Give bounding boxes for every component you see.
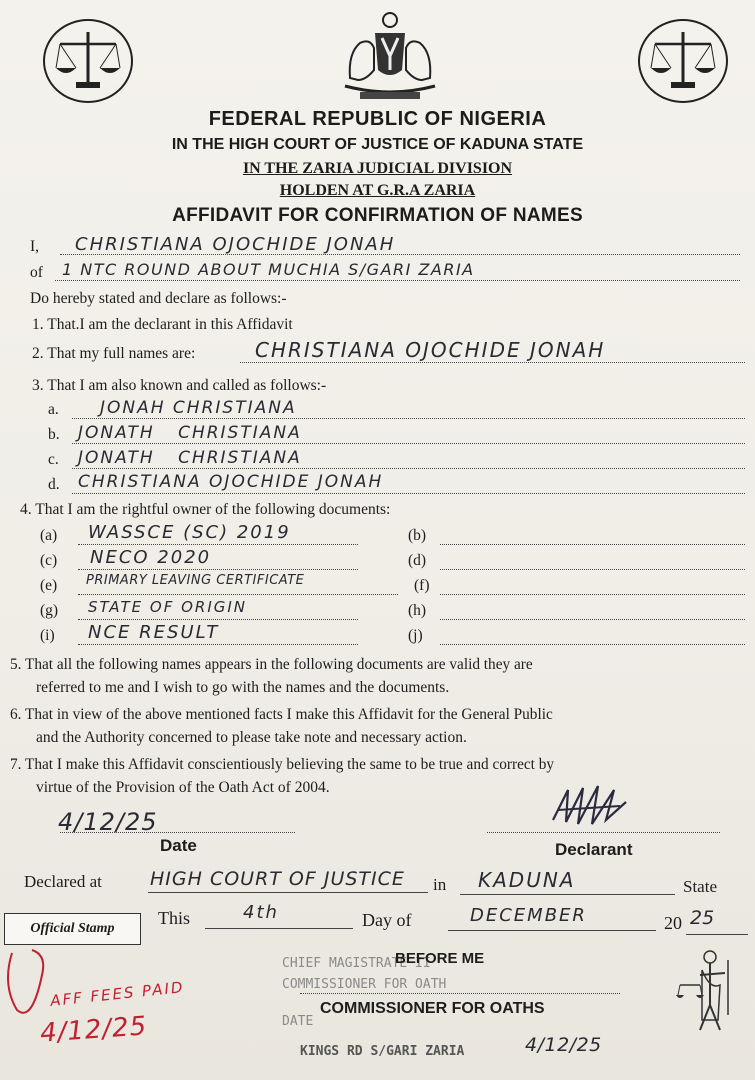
declarant-label: Declarant (555, 840, 633, 859)
day-of-label: Day of (362, 910, 412, 930)
doc-g: STATE OF ORIGIN (88, 598, 248, 616)
heading-holden: HOLDEN AT G.R.A ZARIA (279, 182, 476, 199)
declared-place: HIGH COURT OF JUSTICE (150, 868, 405, 890)
red-fees-date: 4/12/25 (39, 1011, 149, 1049)
declarant-address: 1 NTC ROUND ABOUT MUCHIA S/GARI ZARIA (62, 260, 475, 279)
declare-statement: Do hereby stated and declare as follows:- (30, 290, 287, 307)
scales-of-justice-seal-left (42, 18, 134, 104)
red-tick-mark (2, 945, 62, 1025)
item-7-line-2: virtue of the Provision of the Oath Act of 2004. (36, 779, 330, 796)
doc-letter-d: (d) (408, 552, 427, 569)
stamp-line-3: DATE (282, 1014, 314, 1029)
doc-letter-j: (j) (408, 627, 423, 644)
stamp-line-2: COMMISSIONER FOR OATH (282, 977, 447, 992)
alias-a: JONAH CHRISTIANA (100, 398, 297, 418)
year-value: 25 (690, 907, 715, 929)
alias-letter-c: c. (48, 451, 59, 468)
doc-i: NCE RESULT (88, 622, 220, 643)
commissioner-for-oaths-label: COMMISSIONER FOR OATHS (320, 1000, 545, 1017)
nigeria-coat-of-arms (330, 8, 450, 103)
year-prefix: 20 (664, 913, 682, 933)
doc-a: WASSCE (SC) 2019 (88, 522, 291, 543)
signature-date-value: 4/12/25 (58, 808, 158, 836)
item-2-label: 2. That my full names are: (32, 345, 196, 362)
declarant-signature (548, 780, 628, 830)
alias-c: JONATH CHRISTIANA (78, 448, 302, 468)
scales-of-justice-seal-right (637, 18, 729, 104)
doc-letter-a: (a) (40, 527, 58, 544)
day-value: 4th (243, 902, 279, 923)
stamp-line-1: CHIEF MAGISTRATE II (282, 956, 431, 971)
doc-c: NECO 2020 (90, 547, 212, 568)
doc-letter-b: (b) (408, 527, 427, 544)
doc-letter-g: (g) (40, 602, 59, 619)
in-label: in (433, 875, 447, 894)
official-stamp-box: Official Stamp (4, 913, 141, 945)
alias-letter-a: a. (48, 401, 59, 418)
doc-letter-f: (f) (414, 577, 430, 594)
red-fees-note: AFF FEES PAID (49, 978, 186, 1010)
alias-letter-d: d. (48, 476, 60, 493)
stamp-line-4: KINGS RD S/GARI ZARIA (300, 1044, 465, 1059)
doc-letter-i: (i) (40, 627, 55, 644)
item-3-label: 3. That I am also known and called as follows:- (32, 377, 327, 394)
document-title: AFFIDAVIT FOR CONFIRMATION OF NAMES (172, 205, 583, 226)
state-value: KADUNA (478, 868, 576, 892)
before-me-label: BEFORE ME (395, 950, 485, 967)
item-6-line-2: and the Authority concerned to please take note and necessary action. (36, 729, 467, 746)
heading-court: IN THE HIGH COURT OF JUSTICE OF KADUNA STATE (171, 136, 584, 153)
this-label: This (158, 908, 191, 928)
lady-justice-icon (670, 945, 740, 1035)
item-7-line-1: 7. That I make this Affidavit conscientiously believing the same to be true and correct by (10, 756, 555, 773)
item-5-line-2: referred to me and I wish to go with the names and the documents. (36, 679, 450, 696)
heading-division: IN THE ZARIA JUDICIAL DIVISION (242, 160, 513, 177)
declarant-name: CHRISTIANA OJOCHIDE JONAH (75, 234, 396, 255)
item-4-label: 4. That I am the rightful owner of the following documents: (20, 501, 391, 518)
month-value: DECEMBER (470, 905, 587, 926)
of-label: of (30, 264, 43, 281)
doc-e: PRIMARY LEAVING CERTIFICATE (86, 573, 305, 588)
date-label: Date (160, 836, 197, 855)
doc-letter-e: (e) (40, 577, 58, 594)
alias-b: JONATH CHRISTIANA (78, 423, 302, 443)
item-6-line-1: 6. That in view of the above mentioned facts I make this Affidavit for the General Public (10, 706, 553, 723)
alias-d: CHRISTIANA OJOCHIDE JONAH (78, 472, 384, 492)
alias-letter-b: b. (48, 426, 60, 443)
i-label: I, (30, 238, 40, 255)
item-1: 1. That.I am the declarant in this Affidavit (32, 316, 293, 333)
doc-letter-c: (c) (40, 552, 58, 569)
declared-at-label: Declared at (24, 872, 102, 891)
state-label: State (683, 877, 717, 896)
heading-country: FEDERAL REPUBLIC OF NIGERIA (208, 108, 547, 130)
item-5-line-1: 5. That all the following names appears in the following documents are valid they are (10, 656, 533, 673)
doc-letter-h: (h) (408, 602, 427, 619)
commissioner-date: 4/12/25 (525, 1034, 602, 1056)
full-names-value: CHRISTIANA OJOCHIDE JONAH (255, 338, 606, 362)
